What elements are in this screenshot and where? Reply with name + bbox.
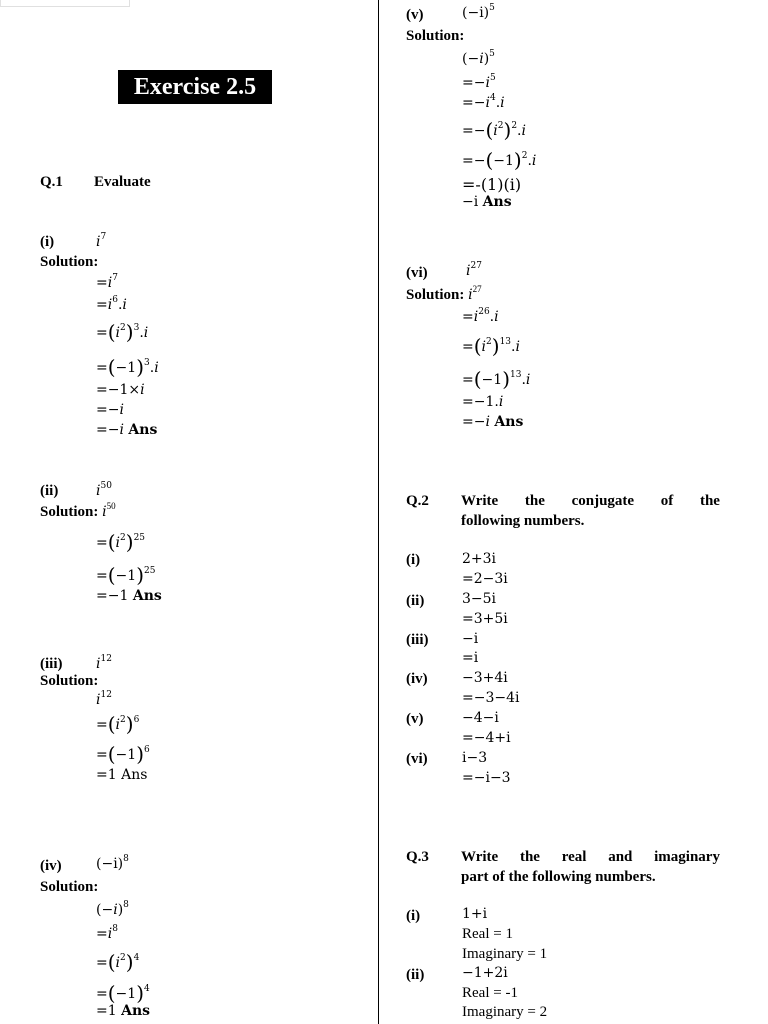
math-step: $=(i^2)^4$ xyxy=(96,950,140,974)
answer-value: =−i−3 xyxy=(462,770,511,786)
imaginary-part: Imaginary = 1 xyxy=(462,946,548,962)
part-label: (v) xyxy=(406,7,424,23)
q2-heading-line2: following numbers. xyxy=(461,513,585,529)
solution-label: Solution: $i^{50}$ xyxy=(40,501,116,520)
answer-value: =i xyxy=(462,650,479,666)
solution-label: Solution: xyxy=(40,879,99,895)
part-label: (iii) xyxy=(40,656,63,672)
part-label: (iii) xyxy=(406,632,429,648)
math-step: $=-(-1)^2.i$ xyxy=(462,148,537,172)
math-expression: $(-i)^5$ xyxy=(462,3,495,21)
q3-heading-line2: part of the following numbers. xyxy=(461,869,656,885)
part-label: (ii) xyxy=(406,593,425,609)
math-step: =−i xyxy=(96,402,124,418)
math-expression: $i^{27}$ xyxy=(466,261,482,279)
solution-label: Solution: $i^{27}$ xyxy=(406,284,482,303)
math-step: =−i Ans xyxy=(462,414,524,430)
math-expression: $i^{50}$ xyxy=(96,481,112,499)
answer-value: =2−3i xyxy=(462,571,508,587)
question-value: 1+i xyxy=(462,906,488,922)
real-part: Real = 1 xyxy=(462,926,513,942)
math-step: $(-i)^8$ xyxy=(96,900,129,918)
math-step: $=-(i^2)^2.i$ xyxy=(462,118,526,142)
math-step: $=i^8$ xyxy=(96,924,118,942)
part-label: (i) xyxy=(406,908,421,924)
math-step: $=(-1)^{25}$ xyxy=(96,563,156,587)
math-expression: $i^{12}$ xyxy=(96,654,112,672)
answer-value: =−4+i xyxy=(462,730,511,746)
math-step: =−1×i xyxy=(96,382,145,398)
part-label: (i) xyxy=(406,552,421,568)
math-expression: $i^7$ xyxy=(96,232,107,250)
part-label: (vi) xyxy=(406,751,428,767)
part-label: (vi) xyxy=(406,265,428,281)
q2-label: Q.2 xyxy=(406,493,429,509)
question-value: i−3 xyxy=(462,750,488,766)
math-step: =−1 Ans xyxy=(96,588,162,604)
q1-label: Q.1 xyxy=(40,174,63,190)
math-step: $=(-1)^4$ xyxy=(96,981,150,1005)
page-title: Exercise 2.5 xyxy=(118,70,272,104)
math-step: =-(1)(i) xyxy=(462,175,522,194)
part-label: (iv) xyxy=(406,671,428,687)
part-label: (i) xyxy=(40,234,55,250)
math-step: =−i Ans xyxy=(96,422,158,438)
math-step: $=-i^5$ xyxy=(462,73,496,91)
question-value: 3−5i xyxy=(462,591,497,607)
math-step: $i^{12}$ xyxy=(96,690,112,708)
math-step: $=(i^2)^3.i$ xyxy=(96,320,149,344)
question-value: −4−i xyxy=(462,710,499,726)
math-step: $=(-1)^3.i$ xyxy=(96,355,159,379)
solution-label: Solution: xyxy=(40,673,99,689)
q3-heading: Write the real and imaginary xyxy=(461,849,720,865)
math-step: $=i^6.i$ xyxy=(96,295,127,313)
imaginary-part: Imaginary = 2 xyxy=(462,1004,548,1020)
math-step: =−1.i xyxy=(462,394,504,410)
part-label: (iv) xyxy=(40,858,62,874)
q3-label: Q.3 xyxy=(406,849,429,865)
solution-label: Solution: xyxy=(40,254,99,270)
math-step: −i Ans xyxy=(462,194,512,210)
math-step: =1 Ans xyxy=(96,767,148,783)
math-step: $(-i)^5$ xyxy=(462,49,495,67)
question-value: −i xyxy=(462,631,479,647)
real-part: Real = -1 xyxy=(462,985,518,1001)
question-value: −1+2i xyxy=(462,965,508,981)
q1-heading: Evaluate xyxy=(94,174,151,190)
part-label: (ii) xyxy=(406,967,425,983)
math-step: $=(i^2)^{13}.i$ xyxy=(462,334,520,358)
q2-heading: Write the conjugate of the xyxy=(461,493,720,509)
question-value: −3+4i xyxy=(462,670,508,686)
math-step: $=i^7$ xyxy=(96,273,118,291)
answer-value: =3+5i xyxy=(462,611,508,627)
answer-value: =−3−4i xyxy=(462,690,520,706)
math-step: $=(-1)^{13}.i$ xyxy=(462,367,531,391)
math-expression: $(-i)^8$ xyxy=(96,854,129,872)
part-label: (ii) xyxy=(40,483,59,499)
column-divider xyxy=(378,0,379,1024)
math-step: $=(i^2)^{25}$ xyxy=(96,530,146,554)
top-left-box xyxy=(0,0,130,7)
question-value: 2+3i xyxy=(462,551,497,567)
math-step: $=(-1)^6$ xyxy=(96,742,150,766)
part-label: (v) xyxy=(406,711,424,727)
solution-label: Solution: xyxy=(406,28,465,44)
math-step: =1 Ans xyxy=(96,1003,151,1019)
math-step: $=(i^2)^6$ xyxy=(96,712,140,736)
math-step: $=i^{26}.i$ xyxy=(462,307,499,325)
math-step: $=-i^4.i$ xyxy=(462,93,505,111)
